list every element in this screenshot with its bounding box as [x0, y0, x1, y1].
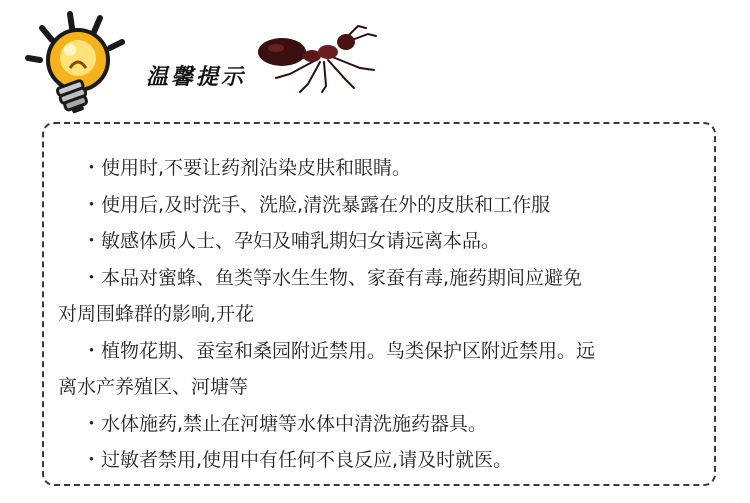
list-item: ・本品对蜜蜂、鱼类等水生生物、家蚕有毒,施药期间应避免 对周围蜂群的影响,开花	[58, 266, 583, 325]
list-item: ・过敏者禁用,使用中有任何不良反应,请及时就医。	[82, 449, 513, 471]
list-item: ・水体施药,禁止在河塘等水体中清洗施药器具。	[82, 412, 488, 435]
page-title: 温馨提示	[146, 65, 247, 90]
list-item: ・使用后,及时洗手、洗脸,清洗暴露在外的皮肤和工作服	[82, 193, 551, 216]
tips-card	[42, 122, 716, 486]
ant-icon	[250, 22, 380, 94]
tips-list	[58, 150, 702, 479]
list-item: ・使用时,不要让药剂沾染皮肤和眼睛。	[82, 157, 412, 179]
list-item: ・敏感体质人士、孕妇及哺乳期妇女请远离本品。	[82, 230, 501, 252]
list-item: ・植物花期、蚕室和桑园附近禁用。鸟类保护区附近禁用。远 离水产养殖区、河塘等	[58, 339, 596, 398]
light-bulb-icon	[22, 8, 132, 116]
header	[0, 0, 750, 120]
